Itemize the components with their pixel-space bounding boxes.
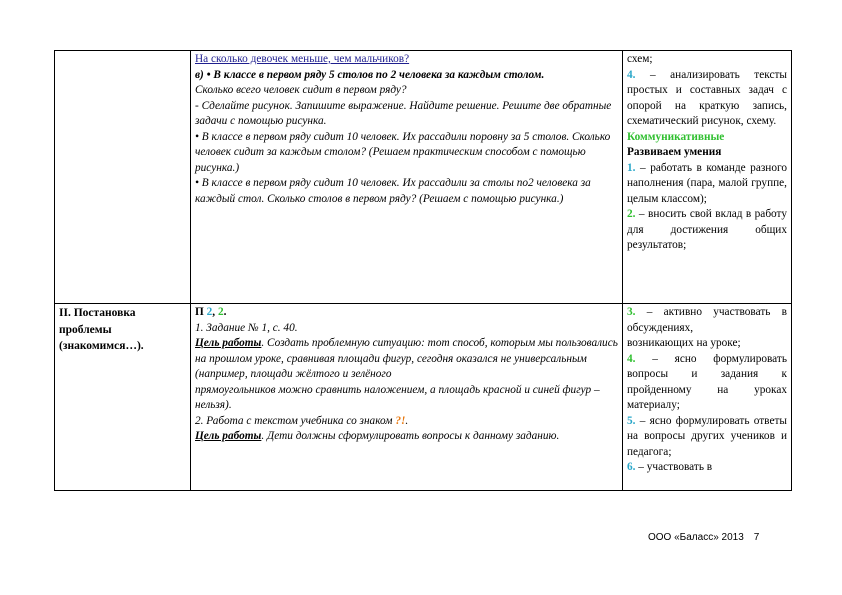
stage-cell <box>55 304 191 491</box>
skill-text: – анализировать тексты простых и составных задач с опорой на краткую запись, схематический рисунок, схему. <box>627 68 787 127</box>
stage-title: II. Постановка проблемы (знакомимся…). <box>59 307 144 352</box>
goal-text-continued: прямоугольников можно сравнить наложением, а площадь красной и синей фигур – нельзя). <box>195 383 600 411</box>
task-title: 1. Задание № 1, с. 40. <box>195 321 298 334</box>
skill-number: 5. <box>627 414 636 427</box>
skill-number: 3. <box>627 306 636 318</box>
skill-text: – участвовать в <box>635 461 713 473</box>
goal-label: Цель работы <box>195 430 262 442</box>
page-number: 7 <box>753 532 760 543</box>
table-row <box>55 304 792 491</box>
skill-text: – ясно формулировать ответы на вопросы других учеников и педагога; <box>627 414 787 458</box>
page-ref-label: П <box>195 306 207 318</box>
goal-text: . Дети должны сформулировать вопросы к данному заданию. <box>261 430 560 442</box>
page-ref-number: 2 <box>206 306 213 318</box>
skills-subheading: Развиваем умения <box>627 146 722 158</box>
skill-text: схем; <box>627 53 653 65</box>
goal-label: Цель работы <box>195 337 262 349</box>
skill-number: 6. <box>627 461 636 473</box>
page-footer <box>648 532 759 543</box>
lesson-plan-table <box>54 50 792 491</box>
page-ref-separator: , <box>212 306 218 318</box>
task-question: Сколько всего человек сидит в первом ряду? <box>195 84 407 96</box>
skill-number: 4. <box>627 352 636 365</box>
skill-text-continued: возникающих на уроке; <box>627 337 741 349</box>
question-text: На сколько девочек меньше, чем мальчиков? <box>195 53 410 65</box>
task-text-3: • В классе в первом ряду сидит 10 человек. Их рассадили за столы по2 человека за каждый стол. Сколько столов в первом ряду? (Решаем с помощью рисунка.) <box>195 177 591 205</box>
skills-cell <box>623 304 792 491</box>
stage-cell-empty <box>55 51 191 304</box>
activity-cell <box>191 304 623 491</box>
skill-text: – вносить свой вклад в работу для достижения общих результатов; <box>627 208 787 251</box>
skill-text: – работать в команде разного наполнения (пара, малой группе, целым классом); <box>627 161 787 205</box>
task-text-2: • В классе в первом ряду сидит 10 человек. Их рассадили поровну за 5 столов. Сколько человек сидит за каждым столом? (Решаем практическим способом с помощью рисунка.) <box>195 130 611 174</box>
goal-text: . Создать проблемную ситуацию: тот способ, которым мы пользовались на прошлом уроке, сравнивая площади фигур, сегодня оказался не универсальным (например, площади жёлтого и зелёного <box>195 337 618 380</box>
page-ref-end: . <box>223 306 227 318</box>
task-instruction: - Сделайте рисунок. Запишите выражение. Найдите решение. Решите две обратные задачи с помощью рисунка. <box>195 99 612 127</box>
textbook-mark: ?! <box>395 414 406 427</box>
skill-number: 1. <box>627 161 636 174</box>
skill-number: 2. <box>627 208 636 220</box>
item-label: в) <box>195 68 207 81</box>
skill-text: – активно участвовать в обсуждениях, <box>627 306 787 334</box>
task-title: 2. Работа с текстом учебника со знаком <box>195 414 396 427</box>
task-text: • В классе в первом ряду 5 столов по 2 человека за каждым столом. <box>206 68 545 81</box>
skills-heading: Коммуникативные <box>627 130 725 143</box>
activity-cell <box>191 51 623 304</box>
table-row <box>55 51 792 304</box>
skills-cell <box>623 51 792 304</box>
page-ref-number: 2 <box>217 306 224 318</box>
skill-text: – ясно формулировать вопросы и задания к пройденному на уроках материалу; <box>627 352 787 411</box>
task-title-end: . <box>405 414 409 427</box>
skill-number: 4. <box>627 68 636 81</box>
publisher-text: ООО «Баласс» 2013 <box>648 532 744 543</box>
